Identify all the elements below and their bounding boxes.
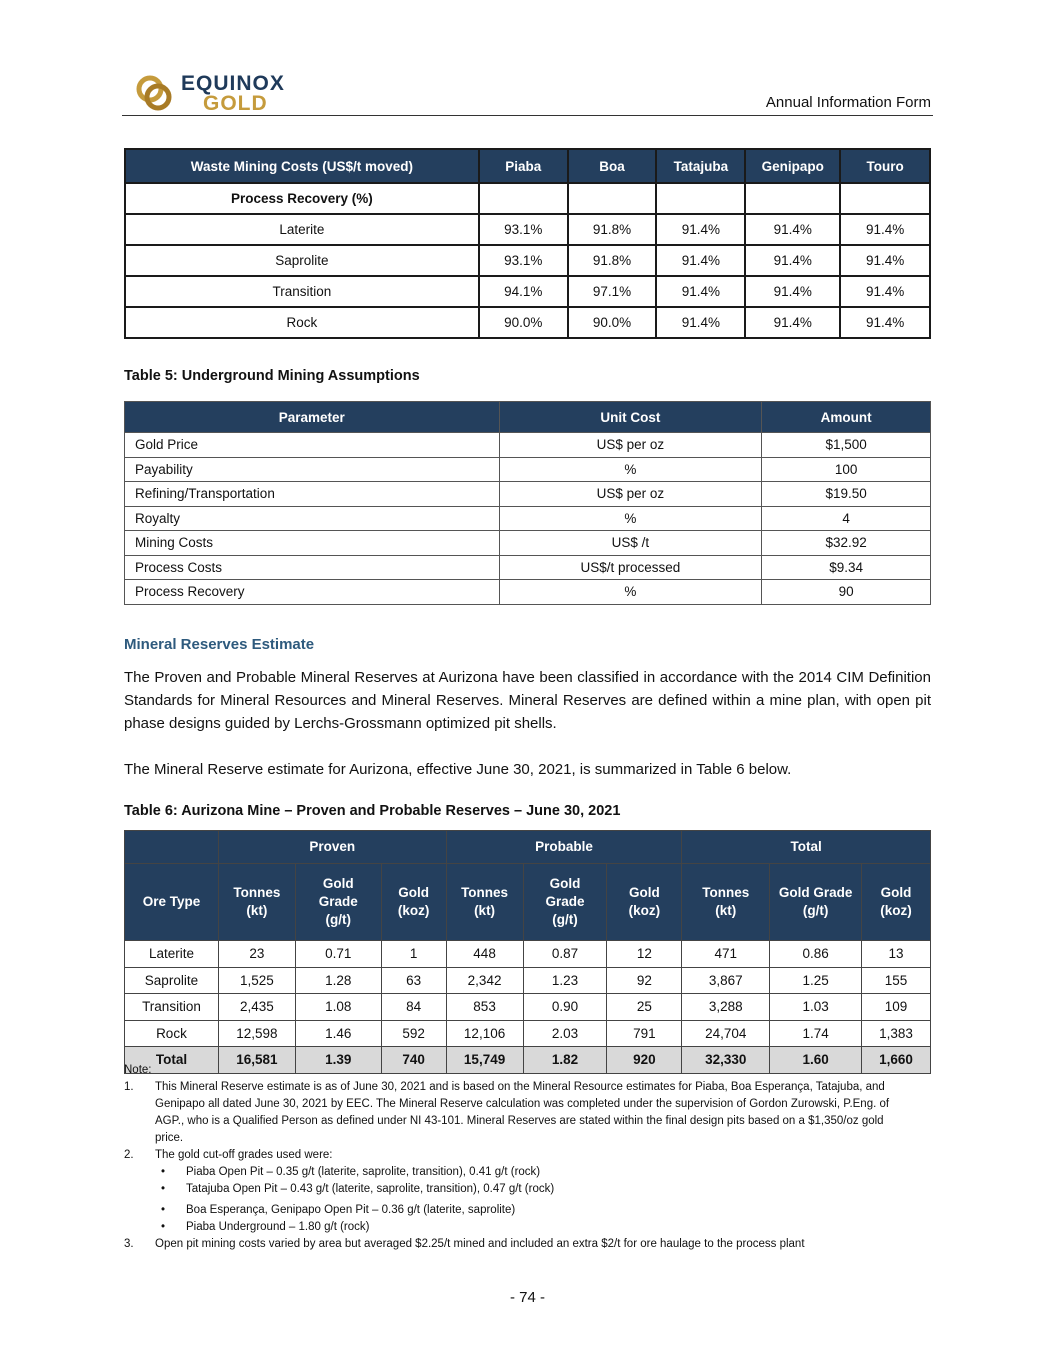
- table-header-row: [125, 149, 930, 183]
- table-cell: 84: [381, 994, 446, 1021]
- column-header: Unit Cost: [499, 402, 762, 433]
- table-cell: 1.23: [523, 967, 607, 994]
- header-line: (koz): [880, 903, 912, 918]
- table-cell: 1.39: [295, 1047, 381, 1074]
- table-cell: 63: [381, 967, 446, 994]
- table-cell: 91.4%: [745, 276, 840, 307]
- table-header-row: [125, 402, 931, 433]
- table-cell: 1.74: [770, 1020, 862, 1047]
- table-cell: Saprolite: [125, 245, 479, 276]
- table-cell: 91.4%: [656, 214, 745, 245]
- header-line: (g/t): [552, 912, 578, 927]
- header-line: Grade: [545, 894, 585, 909]
- table-cell: Rock: [125, 307, 479, 338]
- table-cell: 91.8%: [568, 245, 657, 276]
- table-cell: [479, 183, 568, 214]
- table-cell: $19.50: [762, 482, 931, 507]
- header-line: Gold: [322, 876, 354, 891]
- column-header: [446, 864, 523, 941]
- header-divider: [122, 115, 933, 116]
- table-row: [125, 245, 930, 276]
- table-cell: 91.4%: [840, 276, 930, 307]
- column-header: [381, 864, 446, 941]
- note-number: 3.: [124, 1238, 134, 1250]
- note-text: The gold cut-off grades used were:: [155, 1149, 333, 1161]
- table-cell: %: [499, 580, 762, 605]
- table-cell: Refining/Transportation: [125, 482, 500, 507]
- logo-text-equinox: EQUINOX: [181, 72, 285, 95]
- table-cell: 2.03: [523, 1020, 607, 1047]
- table-cell: 740: [381, 1047, 446, 1074]
- table-cell: 92: [607, 967, 682, 994]
- bullet-item: • Tatajuba Open Pit – 0.43 g/t (laterite, saprolite, transition), 0.47 g/t (rock): [155, 1181, 904, 1198]
- table-cell: Transition: [125, 994, 219, 1021]
- note-number: 1.: [124, 1081, 134, 1093]
- bullet-item: • Boa Esperança, Genipapo Open Pit – 0.36 g/t (laterite, saprolite): [155, 1202, 904, 1219]
- table-row: [125, 276, 930, 307]
- table-cell: Payability: [125, 457, 500, 482]
- column-header: [682, 864, 770, 941]
- table-cell: [568, 183, 657, 214]
- table-row: [125, 531, 931, 556]
- column-header: Waste Mining Costs (US$/t moved): [125, 149, 479, 183]
- table-cell: [840, 183, 930, 214]
- header-line: (kt): [715, 903, 737, 918]
- table-cell: 12,106: [446, 1020, 523, 1047]
- table-cell: 97.1%: [568, 276, 657, 307]
- table-cell: Laterite: [125, 214, 479, 245]
- header-line: Tonnes: [461, 885, 509, 900]
- table-cell: 1,660: [862, 1047, 931, 1074]
- note-item: [124, 1147, 904, 1164]
- table-cell: 853: [446, 994, 523, 1021]
- table-cell: 1.25: [770, 967, 862, 994]
- section-heading: Mineral Reserves Estimate: [124, 636, 315, 653]
- table-row: [125, 941, 931, 968]
- table-cell: 1.03: [770, 994, 862, 1021]
- table-cell: 13: [862, 941, 931, 968]
- header-line: Grade: [318, 894, 358, 909]
- column-header: [218, 864, 295, 941]
- table-cell: 91.4%: [656, 307, 745, 338]
- table-cell: 448: [446, 941, 523, 968]
- underground-mining-assumptions-table: [124, 401, 931, 605]
- table-header-row: [125, 864, 931, 941]
- table-row: [125, 457, 931, 482]
- table-cell: 91.4%: [745, 245, 840, 276]
- table-notes: [124, 1062, 904, 1253]
- bullet-item: • Piaba Open Pit – 0.35 g/t (laterite, saprolite, transition), 0.41 g/t (rock): [155, 1164, 904, 1181]
- table-cell: 109: [862, 994, 931, 1021]
- table-cell: 15,749: [446, 1047, 523, 1074]
- header-line: Tonnes: [702, 885, 750, 900]
- header-line: (g/t): [325, 912, 351, 927]
- header-line: (kt): [246, 903, 268, 918]
- table-cell: US$ per oz: [499, 482, 762, 507]
- subheader-cell: Process Recovery (%): [125, 183, 479, 214]
- header-line: Gold: [549, 876, 581, 891]
- document-title: Annual Information Form: [765, 94, 931, 111]
- table-cell: US$ per oz: [499, 433, 762, 458]
- table-cell: 94.1%: [479, 276, 568, 307]
- note-number: 2.: [124, 1149, 134, 1161]
- table-cell: 0.86: [770, 941, 862, 968]
- table-cell: 12,598: [218, 1020, 295, 1047]
- table5-title: Table 5: Underground Mining Assumptions: [124, 368, 420, 384]
- table-cell: 91.4%: [745, 307, 840, 338]
- table-cell: US$/t processed: [499, 555, 762, 580]
- table-cell: 12: [607, 941, 682, 968]
- table-cell: US$ /t: [499, 531, 762, 556]
- table-cell: 3,288: [682, 994, 770, 1021]
- proven-probable-reserves-table: [124, 830, 931, 1074]
- table-cell: 91.8%: [568, 214, 657, 245]
- table-cell: 91.4%: [840, 214, 930, 245]
- column-header: [523, 864, 607, 941]
- table-cell: 1.46: [295, 1020, 381, 1047]
- column-group-header: Total: [682, 831, 931, 864]
- column-header: Boa: [568, 149, 657, 183]
- table-cell: 791: [607, 1020, 682, 1047]
- table-cell: Process Recovery: [125, 580, 500, 605]
- table-row: [125, 506, 931, 531]
- table-subheader-row: [125, 183, 930, 214]
- table-cell: 3,867: [682, 967, 770, 994]
- table-cell: $32.92: [762, 531, 931, 556]
- table-cell: 24,704: [682, 1020, 770, 1047]
- table-row: [125, 967, 931, 994]
- table-cell: 91.4%: [656, 245, 745, 276]
- table-cell: 32,330: [682, 1047, 770, 1074]
- table-row: [125, 1020, 931, 1047]
- column-group-header: Probable: [446, 831, 682, 864]
- column-group-header: Proven: [218, 831, 446, 864]
- note-text: This Mineral Reserve estimate is as of June 30, 2021 and is based on the Mineral Resource estimates for Piaba, Boa Esperança, Tatajuba, and Genipapo all dated June 30, 2021 by EEC. The Mineral Reserve calculation was completed under the supervision of Gordon Zurowski, P.Eng. of AGP., who is a Qualified Person as defined under NI 43-101. Mineral Reserves are stated within the final design pits based on a $1,350/oz gold price.: [155, 1081, 890, 1144]
- body-paragraph: The Proven and Probable Mineral Reserves at Aurizona have been classified in accordance with the 2014 CIM Definition Standards for Mineral Resources and Mineral Reserves. Mineral Reserves are defined within a mine plan, with open pit phase designs guided by Lerchs-Grossmann optimized pit shells.: [124, 669, 931, 732]
- table-row: [125, 994, 931, 1021]
- column-header: [862, 864, 931, 941]
- table-cell: $1,500: [762, 433, 931, 458]
- note-item: [124, 1236, 904, 1253]
- table-cell: 90: [762, 580, 931, 605]
- table-cell: 93.1%: [479, 214, 568, 245]
- company-logo: [133, 72, 293, 114]
- header-line: Gold: [880, 885, 912, 900]
- table-cell: 1.82: [523, 1047, 607, 1074]
- table-cell: 471: [682, 941, 770, 968]
- table-row: [125, 555, 931, 580]
- table-cell: 25: [607, 994, 682, 1021]
- table-group-header-row: [125, 831, 931, 864]
- table-cell: 91.4%: [745, 214, 840, 245]
- column-header: [125, 831, 219, 864]
- table-row: [125, 214, 930, 245]
- body-paragraph: The Mineral Reserve estimate for Aurizona, effective June 30, 2021, is summarized in Table 6 below.: [124, 761, 792, 778]
- table-cell: %: [499, 506, 762, 531]
- table-cell: [656, 183, 745, 214]
- table-row: [125, 307, 930, 338]
- table-cell: 1.08: [295, 994, 381, 1021]
- table-cell: Rock: [125, 1020, 219, 1047]
- table-cell: 1,525: [218, 967, 295, 994]
- note-text: Open pit mining costs varied by area but averaged $2.25/t mined and included an extra $2/t for ore haulage to the process plant: [155, 1238, 805, 1250]
- table-cell: Saprolite: [125, 967, 219, 994]
- table-cell: 91.4%: [840, 307, 930, 338]
- table-cell: Gold Price: [125, 433, 500, 458]
- note-item: [124, 1079, 904, 1147]
- table6-title: Table 6: Aurizona Mine – Proven and Probable Reserves – June 30, 2021: [124, 803, 621, 819]
- table-cell: $9.34: [762, 555, 931, 580]
- table-cell: 155: [862, 967, 931, 994]
- table-cell: 2,342: [446, 967, 523, 994]
- table-cell: 592: [381, 1020, 446, 1047]
- column-header: [770, 864, 862, 941]
- table-cell: 920: [607, 1047, 682, 1074]
- table-cell: 23: [218, 941, 295, 968]
- table-cell: 0.90: [523, 994, 607, 1021]
- header-line: (g/t): [802, 903, 829, 918]
- table-cell: 90.0%: [568, 307, 657, 338]
- column-header: Touro: [840, 149, 930, 183]
- table-cell: Total: [125, 1047, 219, 1074]
- column-header: Ore Type: [125, 864, 219, 941]
- column-header: [295, 864, 381, 941]
- header-line: Tonnes: [233, 885, 281, 900]
- table-cell: 90.0%: [479, 307, 568, 338]
- table-cell: 2,435: [218, 994, 295, 1021]
- table-cell: Process Costs: [125, 555, 500, 580]
- table-cell: 16,581: [218, 1047, 295, 1074]
- table-cell: Laterite: [125, 941, 219, 968]
- table-cell: 1.60: [770, 1047, 862, 1074]
- column-header: Piaba: [479, 149, 568, 183]
- table-cell: 91.4%: [656, 276, 745, 307]
- table-cell: 0.87: [523, 941, 607, 968]
- header-line: Gold: [628, 885, 660, 900]
- table-cell: 1.28: [295, 967, 381, 994]
- table-row: [125, 580, 931, 605]
- page-number: - 74 -: [509, 1289, 545, 1306]
- table-cell: 4: [762, 506, 931, 531]
- table-cell: %: [499, 457, 762, 482]
- header-line: (koz): [628, 903, 661, 918]
- header-line: Gold: [398, 885, 430, 900]
- header-line: Gold Grade: [778, 885, 853, 900]
- header-line: (koz): [397, 903, 430, 918]
- column-header: [607, 864, 682, 941]
- table-row: [125, 482, 931, 507]
- table-cell: 1: [381, 941, 446, 968]
- table-cell: 93.1%: [479, 245, 568, 276]
- table-cell: [745, 183, 840, 214]
- column-header: Genipapo: [745, 149, 840, 183]
- process-recovery-table: [124, 148, 931, 339]
- column-header: Tatajuba: [656, 149, 745, 183]
- table-cell: 91.4%: [840, 245, 930, 276]
- equinox-logo-icon: [133, 72, 175, 114]
- table-cell: 0.71: [295, 941, 381, 968]
- table-cell: 1,383: [862, 1020, 931, 1047]
- table-cell: Transition: [125, 276, 479, 307]
- notes-label: Note:: [124, 1064, 152, 1076]
- header-line: (kt): [474, 903, 496, 918]
- table-cell: Royalty: [125, 506, 500, 531]
- column-header: Amount: [762, 402, 931, 433]
- table-row: [125, 433, 931, 458]
- table-cell: 100: [762, 457, 931, 482]
- logo-text-gold: GOLD: [203, 92, 268, 115]
- bullet-item: • Piaba Underground – 1.80 g/t (rock): [155, 1219, 904, 1236]
- table-cell: Mining Costs: [125, 531, 500, 556]
- column-header: Parameter: [125, 402, 500, 433]
